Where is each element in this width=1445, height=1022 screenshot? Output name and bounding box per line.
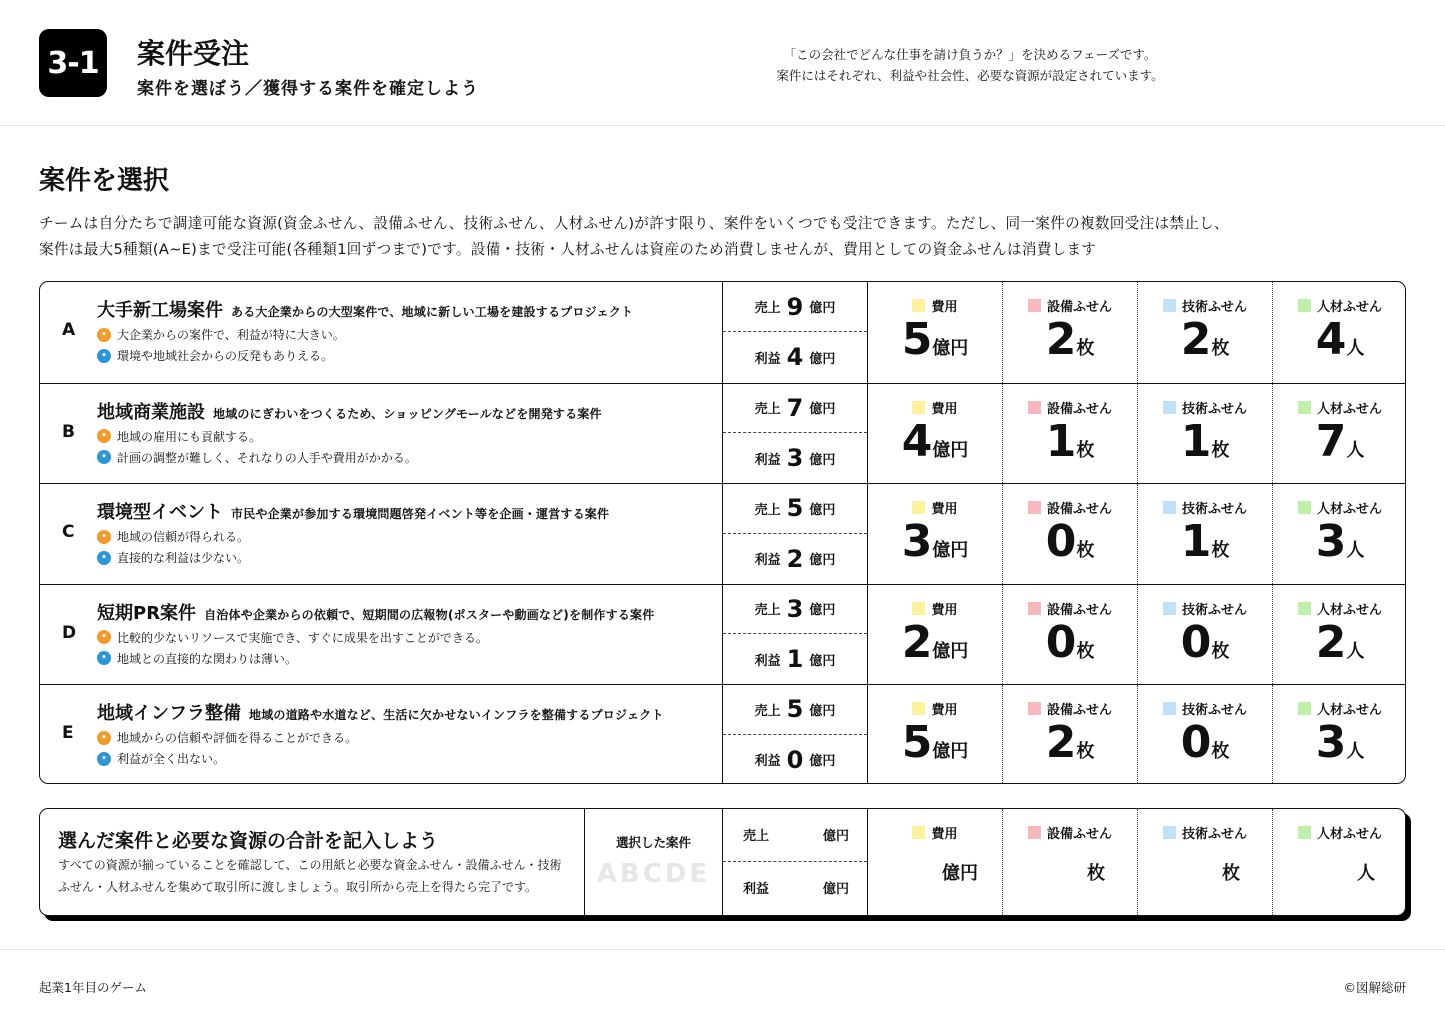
case-profit	[723, 634, 867, 684]
equipment-unit: 枚	[1076, 741, 1095, 762]
cost-label: 費用	[931, 602, 958, 618]
page-subtitle: 案件を選ぼう／獲得する案件を確定しよう	[137, 79, 479, 99]
profit-unit: 億円	[809, 653, 836, 669]
case-tagline: 市民や企業が参加する環境問題啓発イベント等を企画・運営する案件	[231, 507, 610, 521]
technology-sticky-icon	[1163, 401, 1176, 414]
summary-cost-field[interactable]	[867, 809, 1002, 915]
summary-people-label: 人材ふせん	[1316, 827, 1382, 842]
people-unit: 人	[1346, 741, 1365, 762]
equipment-label: 設備ふせん	[1046, 502, 1112, 517]
technology-cell	[1137, 585, 1272, 685]
case-merit	[97, 428, 261, 445]
equipment-cell	[1002, 585, 1137, 685]
case-profit	[723, 735, 867, 784]
technology-unit: 枚	[1211, 439, 1230, 461]
sales-label: 売上	[754, 301, 781, 317]
people-cell	[1272, 282, 1406, 383]
case-demerit-text: 地域との直接的な関わりは薄い。	[117, 651, 298, 666]
equipment-unit: 枚	[1076, 640, 1095, 662]
people-value: 3	[1315, 516, 1347, 567]
technology-value: 2	[1180, 314, 1212, 365]
case-demerit	[97, 549, 249, 566]
sales-value: 5	[786, 695, 804, 724]
case-letter: E	[62, 723, 74, 743]
technology-unit: 枚	[1211, 540, 1230, 561]
technology-cell	[1137, 282, 1272, 383]
sales-unit: 億円	[809, 502, 836, 518]
profit-label: 利益	[754, 351, 781, 367]
sales-value: 3	[786, 594, 804, 623]
technology-label: 技術ふせん	[1181, 401, 1247, 417]
cost-unit: 億円	[932, 540, 969, 561]
people-value: 3	[1315, 717, 1347, 768]
summary-equipment-field[interactable]	[1002, 809, 1137, 915]
profit-value: 1	[786, 645, 804, 674]
case-letter: C	[62, 522, 75, 542]
happy-face-icon: •	[97, 731, 111, 745]
people-cell	[1272, 585, 1406, 685]
profit-value: 2	[786, 544, 804, 573]
technology-label: 技術ふせん	[1181, 300, 1247, 315]
cost-unit: 億円	[932, 338, 969, 359]
equipment-cell	[1002, 282, 1137, 383]
sales-label: 売上	[754, 603, 781, 619]
selected-cases-field[interactable]	[584, 809, 722, 915]
summary-profit-label: 利益	[743, 882, 770, 897]
people-unit: 人	[1346, 338, 1365, 359]
equipment-sticky-icon	[1028, 702, 1041, 715]
technology-sticky-icon	[1163, 501, 1176, 514]
profit-label: 利益	[754, 553, 781, 569]
sales-value: 9	[786, 292, 804, 321]
case-merit	[97, 326, 345, 343]
summary-profit-field[interactable]	[723, 862, 867, 915]
technology-cell	[1137, 384, 1272, 484]
case-row-b[interactable]	[40, 383, 1405, 484]
technology-value: 0	[1180, 717, 1212, 768]
header-description	[700, 44, 1240, 86]
sales-unit: 億円	[809, 603, 836, 619]
profit-label: 利益	[754, 653, 781, 669]
cost-unit: 億円	[932, 439, 969, 461]
sales-unit: 億円	[809, 703, 836, 719]
case-name	[97, 599, 654, 625]
technology-cell	[1137, 484, 1272, 584]
footer-divider	[0, 949, 1445, 950]
people-sticky-icon	[1298, 299, 1311, 312]
header-desc-line1: 「この会社でどんな仕事を請け負うか？」を決めるフェーズです。	[783, 47, 1157, 62]
summary-desc-line2: ふせん・人材ふせんを集めて取引所に渡しましょう。取引所から売上を得たら完了です。	[58, 880, 538, 894]
sad-face-icon: •	[97, 752, 111, 766]
case-merit	[97, 729, 357, 746]
case-demerit	[97, 750, 225, 767]
case-money	[722, 484, 867, 584]
technology-sticky-icon	[1163, 299, 1176, 312]
sad-face-icon: •	[97, 349, 111, 363]
case-merit-text: 大企業からの案件で、利益が特に大きい。	[117, 328, 345, 342]
equipment-label: 設備ふせん	[1046, 401, 1112, 417]
cost-unit: 億円	[932, 640, 969, 662]
case-tagline: 地域のにぎわいをつくるため、ショッピングモールなどを開発する案件	[213, 406, 602, 421]
case-letter: B	[62, 421, 75, 442]
people-label: 人材ふせん	[1316, 703, 1382, 718]
case-name	[97, 498, 609, 524]
cost-value: 5	[901, 717, 933, 768]
profit-label: 利益	[754, 754, 781, 770]
summary-sales-unit: 億円	[822, 829, 849, 844]
selected-cases-letters: ABCDE	[596, 859, 711, 889]
case-row-d[interactable]	[40, 584, 1405, 685]
case-name	[97, 398, 602, 424]
people-sticky-icon	[1298, 702, 1311, 715]
equipment-cell	[1002, 685, 1137, 784]
cost-sticky-icon	[912, 401, 925, 414]
profit-unit: 億円	[809, 351, 836, 367]
equipment-label: 設備ふせん	[1046, 602, 1112, 618]
case-title: 地域商業施設	[97, 401, 205, 423]
case-title: 短期PR案件	[97, 602, 197, 624]
selected-cases-label: 選択した案件	[615, 835, 691, 850]
case-merit-text: 地域の信頼が得られる。	[117, 530, 250, 544]
profit-value: 0	[786, 745, 804, 774]
summary-sales-field[interactable]	[723, 809, 867, 862]
summary-cost-unit: 億円	[942, 863, 978, 884]
summary-people-unit: 人	[1357, 863, 1375, 884]
equipment-unit: 枚	[1076, 540, 1095, 561]
technology-cell	[1137, 685, 1272, 784]
equipment-sticky-icon	[1028, 401, 1041, 414]
footer-game-title: 起業1年目のゲーム	[39, 980, 147, 995]
people-cell	[1272, 384, 1406, 484]
people-sticky-icon	[1298, 826, 1311, 839]
people-cell	[1272, 685, 1406, 784]
case-profit	[723, 534, 867, 584]
equipment-label: 設備ふせん	[1046, 703, 1112, 718]
summary-profit-unit: 億円	[822, 882, 849, 897]
case-tagline: 自治体や企業からの依頼で、短期間の広報物(ポスターや動画など)を制作する案件	[204, 607, 655, 622]
people-value: 4	[1315, 314, 1347, 365]
people-value: 7	[1315, 415, 1347, 467]
case-merit-text: 比較的少ないリソースで実施でき、すぐに成果を出すことができる。	[117, 630, 488, 645]
sales-value: 7	[786, 393, 804, 422]
cost-label: 費用	[931, 300, 958, 315]
cost-unit: 億円	[932, 741, 969, 762]
case-profit	[723, 332, 867, 382]
cost-cell	[867, 685, 1002, 784]
summary-description	[58, 854, 588, 898]
cost-label: 費用	[931, 401, 958, 417]
equipment-cell	[1002, 384, 1137, 484]
equipment-value: 2	[1045, 314, 1077, 365]
cost-cell	[867, 484, 1002, 584]
cost-cell	[867, 384, 1002, 484]
technology-unit: 枚	[1211, 640, 1230, 662]
people-sticky-icon	[1298, 501, 1311, 514]
page-header	[0, 0, 1445, 126]
case-money	[722, 282, 867, 383]
cost-value: 3	[901, 516, 933, 567]
happy-face-icon: •	[97, 328, 111, 342]
people-value: 2	[1315, 616, 1347, 668]
summary-equipment-unit: 枚	[1087, 863, 1105, 884]
people-cell	[1272, 484, 1406, 584]
equipment-label: 設備ふせん	[1046, 300, 1112, 315]
cost-value: 2	[901, 616, 933, 668]
sales-unit: 億円	[809, 301, 836, 317]
case-row-a[interactable]	[40, 282, 1405, 383]
summary-desc-line1: すべての資源が揃っていることを確認して、この用紙と必要な資金ふせん・設備ふせん・技術	[58, 858, 562, 872]
equipment-value: 1	[1045, 415, 1077, 467]
case-demerit	[97, 449, 417, 466]
people-label: 人材ふせん	[1316, 602, 1382, 618]
case-title: 環境型イベント	[97, 502, 223, 523]
intro-line2: 案件は最大5種類(A~E)まで受注可能(各種類1回ずつまで)です。設備・技術・人材ふせんは資産のため消費しませんが、費用としての資金ふせんは消費します	[39, 241, 1097, 258]
case-profit	[723, 433, 867, 483]
equipment-unit: 枚	[1076, 439, 1095, 461]
case-merit	[97, 528, 249, 545]
happy-face-icon: •	[97, 530, 111, 544]
case-title: 地域インフラ整備	[97, 703, 241, 724]
profit-value: 3	[786, 444, 804, 473]
summary-sales-label: 売上	[743, 829, 770, 844]
people-label: 人材ふせん	[1316, 401, 1382, 417]
equipment-sticky-icon	[1028, 826, 1041, 839]
header-desc-line2: 案件にはそれぞれ、利益や社会性、必要な資源が設定されています。	[776, 68, 1164, 83]
equipment-unit: 枚	[1076, 338, 1095, 359]
case-sales	[723, 282, 867, 332]
people-unit: 人	[1346, 640, 1365, 662]
people-label: 人材ふせん	[1316, 300, 1382, 315]
case-name	[97, 296, 633, 322]
happy-face-icon: •	[97, 429, 111, 443]
equipment-sticky-icon	[1028, 299, 1041, 312]
sales-unit: 億円	[809, 402, 836, 418]
equipment-value: 2	[1045, 717, 1077, 768]
sales-label: 売上	[754, 703, 781, 719]
people-unit: 人	[1346, 540, 1365, 561]
case-name	[97, 699, 664, 725]
case-title: 大手新工場案件	[97, 300, 223, 321]
case-tagline: 地域の道路や水道など、生活に欠かせないインフラを整備するプロジェクト	[249, 708, 664, 722]
case-money	[722, 585, 867, 685]
profit-unit: 億円	[809, 754, 836, 770]
case-money	[722, 384, 867, 484]
profit-value: 4	[786, 343, 804, 372]
section-badge: 3-1	[39, 29, 107, 97]
cost-value: 4	[901, 415, 933, 467]
technology-label: 技術ふせん	[1181, 602, 1247, 618]
sales-label: 売上	[754, 502, 781, 518]
technology-unit: 枚	[1211, 741, 1230, 762]
case-sales	[723, 585, 867, 635]
case-letter: A	[62, 320, 76, 340]
people-sticky-icon	[1298, 602, 1311, 615]
technology-sticky-icon	[1163, 702, 1176, 715]
happy-face-icon: •	[97, 630, 111, 644]
profit-unit: 億円	[809, 553, 836, 569]
footer-copyright: ©図解総研	[1343, 980, 1406, 995]
case-sales	[723, 484, 867, 534]
intro-line1: チームは自分たちで調達可能な資源(資金ふせん、設備ふせん、技術ふせん、人材ふせん)が許す限り、案件をいくつでも受注できます。ただし、同一案件の複数回受注は禁止し、	[39, 215, 1229, 232]
cost-sticky-icon	[912, 299, 925, 312]
people-sticky-icon	[1298, 401, 1311, 414]
equipment-sticky-icon	[1028, 501, 1041, 514]
sad-face-icon: •	[97, 450, 111, 464]
cost-cell	[867, 585, 1002, 685]
profit-unit: 億円	[809, 452, 836, 468]
case-demerit	[97, 650, 297, 667]
summary-equipment-label: 設備ふせん	[1046, 827, 1112, 842]
equipment-sticky-icon	[1028, 602, 1041, 615]
cost-label: 費用	[931, 502, 958, 517]
case-sales	[723, 384, 867, 434]
summary-box	[39, 808, 1406, 916]
case-row-c[interactable]	[40, 483, 1405, 584]
summary-cost-label: 費用	[931, 827, 958, 842]
case-row-e[interactable]	[40, 684, 1405, 784]
section-title: 案件を選択	[39, 166, 170, 196]
profit-label: 利益	[754, 452, 781, 468]
case-demerit-text: 直接的な利益は少ない。	[117, 551, 250, 565]
case-demerit-text: 環境や地域社会からの反発もありえる。	[117, 349, 334, 363]
people-label: 人材ふせん	[1316, 502, 1382, 517]
cost-sticky-icon	[912, 826, 925, 839]
case-merit-text: 地域からの信頼や評価を得ることができる。	[117, 731, 358, 745]
summary-technology-field[interactable]	[1137, 809, 1272, 915]
technology-sticky-icon	[1163, 826, 1176, 839]
sad-face-icon: •	[97, 551, 111, 565]
page-title: 案件受注	[137, 37, 250, 70]
case-demerit	[97, 347, 333, 364]
technology-unit: 枚	[1211, 338, 1230, 359]
people-unit: 人	[1346, 439, 1365, 461]
technology-sticky-icon	[1163, 602, 1176, 615]
technology-label: 技術ふせん	[1181, 502, 1247, 517]
cost-value: 5	[901, 314, 933, 365]
case-merit-text: 地域の雇用にも貢献する。	[117, 429, 262, 444]
cost-label: 費用	[931, 703, 958, 718]
cost-sticky-icon	[912, 501, 925, 514]
sales-value: 5	[786, 494, 804, 523]
case-merit	[97, 629, 488, 646]
case-money	[722, 685, 867, 784]
case-tagline: ある大企業からの大型案件で、地域に新しい工場を建設するプロジェクト	[231, 305, 634, 319]
equipment-cell	[1002, 484, 1137, 584]
technology-label: 技術ふせん	[1181, 703, 1247, 718]
equipment-value: 0	[1045, 516, 1077, 567]
summary-title: 選んだ案件と必要な資源の合計を記入しよう	[58, 830, 439, 852]
cost-sticky-icon	[912, 702, 925, 715]
intro-text	[39, 211, 1409, 263]
technology-value: 0	[1180, 616, 1212, 668]
summary-people-field[interactable]	[1272, 809, 1406, 915]
technology-value: 1	[1180, 415, 1212, 467]
technology-value: 1	[1180, 516, 1212, 567]
case-letter: D	[62, 622, 77, 643]
sales-label: 売上	[754, 402, 781, 418]
equipment-value: 0	[1045, 616, 1077, 668]
summary-money	[722, 809, 867, 915]
case-demerit-text: 利益が全く出ない。	[117, 752, 226, 766]
cost-sticky-icon	[912, 602, 925, 615]
case-demerit-text: 計画の調整が難しく、それなりの人手や費用がかかる。	[117, 450, 417, 465]
case-sales	[723, 685, 867, 735]
sad-face-icon: •	[97, 651, 111, 665]
summary-technology-unit: 枚	[1222, 863, 1240, 884]
summary-technology-label: 技術ふせん	[1181, 827, 1247, 842]
cases-table	[39, 281, 1406, 784]
cost-cell	[867, 282, 1002, 383]
